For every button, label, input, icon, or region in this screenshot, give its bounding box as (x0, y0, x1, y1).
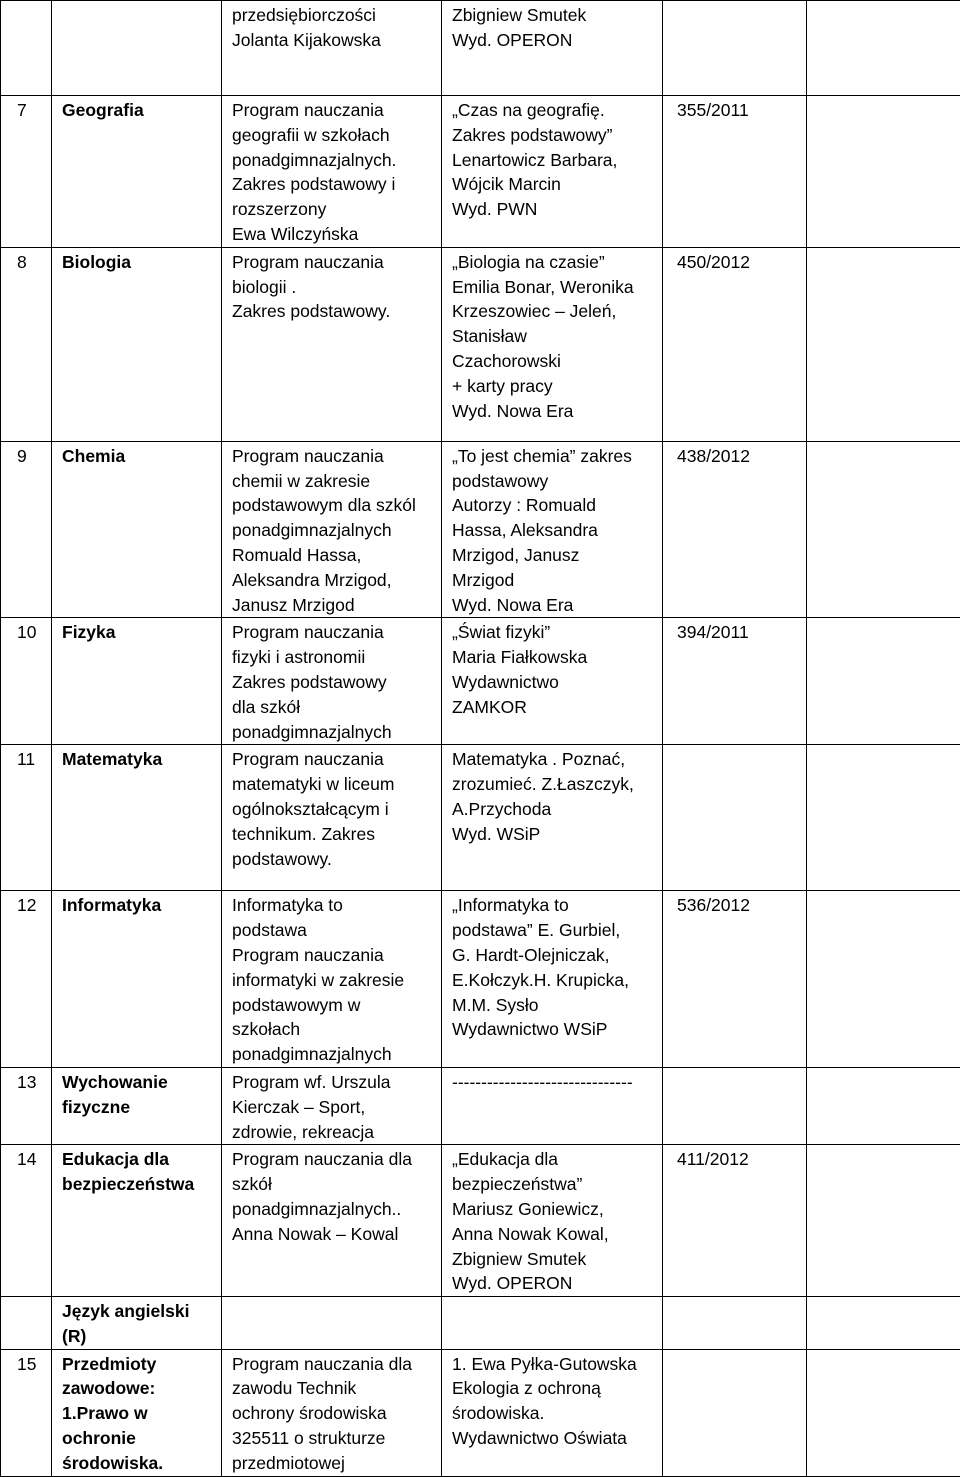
registration-number-cell (663, 618, 807, 745)
subject-name: Język angielski (62, 1299, 221, 1324)
textbook-line: Wyd. PWN (452, 197, 662, 222)
program-cell (222, 1067, 442, 1144)
program-line: Romuald Hassa, (232, 543, 441, 568)
row-number-cell (1, 891, 52, 1068)
table-row (1, 247, 960, 441)
registration-number: 450/2012 (677, 252, 750, 272)
subject-name: Informatyka (62, 893, 221, 918)
subject-name: ochronie (62, 1426, 221, 1451)
textbook-cell (442, 1067, 663, 1144)
registration-number: 394/2011 (677, 622, 749, 642)
textbook-line: Mrzigod, Janusz (452, 543, 662, 568)
textbook-cell (442, 1349, 663, 1476)
row-number: 12 (17, 895, 36, 915)
program-line: Informatyka to (232, 893, 441, 918)
textbook-cell (442, 247, 663, 441)
empty-cell (807, 1, 960, 96)
table-row (1, 745, 960, 891)
textbook-cell (442, 1, 663, 96)
registration-number: 355/2011 (677, 100, 749, 120)
textbook-line: M.M. Sysło (452, 993, 662, 1018)
registration-number-cell (663, 96, 807, 248)
program-line: ponadgimnazjalnych.. (232, 1197, 441, 1222)
program-line: zdrowie, rekreacja (232, 1120, 441, 1145)
subject-name: Biologia (62, 250, 221, 275)
textbook-cell (442, 891, 663, 1068)
table-row (1, 891, 960, 1068)
textbook-line: Zbigniew Smutek (452, 3, 662, 28)
textbook-line: Maria Fiałkowska (452, 645, 662, 670)
subject-cell (52, 96, 222, 248)
program-line: biologii . (232, 275, 441, 300)
subject-name: fizyczne (62, 1095, 221, 1120)
program-line: Program nauczania dla (232, 1147, 441, 1172)
program-line: Anna Nowak – Kowal (232, 1222, 441, 1247)
table-row (1, 1349, 960, 1476)
program-cell (222, 618, 442, 745)
empty-cell (807, 1349, 960, 1476)
textbook-cell (442, 96, 663, 248)
empty-cell (807, 96, 960, 248)
registration-number-cell (663, 1297, 807, 1350)
empty-cell (807, 1297, 960, 1350)
program-line: dla szkół (232, 695, 441, 720)
row-number-cell (1, 247, 52, 441)
program-line: Program nauczania (232, 943, 441, 968)
program-cell (222, 1145, 442, 1297)
textbook-line: Czachorowski (452, 349, 662, 374)
row-number-cell (1, 441, 52, 618)
program-line: ponadgimnazjalnych (232, 1042, 441, 1067)
textbook-line: Stanisław (452, 324, 662, 349)
program-cell (222, 1297, 442, 1350)
textbook-line: Wyd. OPERON (452, 28, 662, 53)
row-number-cell (1, 1297, 52, 1350)
subject-name: Fizyka (62, 620, 221, 645)
program-line: podstawowy. (232, 847, 441, 872)
subject-cell (52, 1, 222, 96)
table-row (1, 441, 960, 618)
registration-number-cell (663, 441, 807, 618)
textbook-line: Mariusz Goniewicz, (452, 1197, 662, 1222)
row-number-cell (1, 1, 52, 96)
textbook-cell (442, 745, 663, 891)
textbook-line: Autorzy : Romuald (452, 493, 662, 518)
textbook-line: „To jest chemia” zakres (452, 444, 662, 469)
registration-number-cell (663, 247, 807, 441)
program-line: Zakres podstawowy (232, 670, 441, 695)
program-line: Program nauczania (232, 98, 441, 123)
program-line: Zakres podstawowy. (232, 299, 441, 324)
textbook-line: „Biologia na czasie” (452, 250, 662, 275)
registration-number-cell (663, 745, 807, 891)
textbook-line: „Edukacja dla (452, 1147, 662, 1172)
row-number: 10 (17, 622, 36, 642)
textbook-line: Hassa, Aleksandra (452, 518, 662, 543)
registration-number: 536/2012 (677, 895, 750, 915)
textbook-line: Krzeszowiec – Jeleń, (452, 299, 662, 324)
table-row (1, 1297, 960, 1350)
registration-number: 411/2012 (677, 1149, 749, 1169)
table-row (1, 96, 960, 248)
program-line: Kierczak – Sport, (232, 1095, 441, 1120)
program-line: szkołach (232, 1017, 441, 1042)
program-line: Ewa Wilczyńska (232, 222, 441, 247)
subject-cell (52, 1067, 222, 1144)
subject-name: środowiska. (62, 1451, 221, 1476)
textbook-line: Wyd. Nowa Era (452, 399, 662, 424)
textbook-cell (442, 618, 663, 745)
program-line: ponadgimnazjalnych (232, 720, 441, 745)
textbook-cell (442, 441, 663, 618)
textbook-line: E.Kołczyk.H. Krupicka, (452, 968, 662, 993)
program-line: chemii w zakresie (232, 469, 441, 494)
row-number-cell (1, 1145, 52, 1297)
program-cell (222, 1, 442, 96)
row-number-cell (1, 1349, 52, 1476)
textbook-line: Wójcik Marcin (452, 172, 662, 197)
registration-number: 438/2012 (677, 446, 750, 466)
program-line: informatyki w zakresie (232, 968, 441, 993)
textbook-line: Emilia Bonar, Weronika (452, 275, 662, 300)
empty-cell (807, 441, 960, 618)
row-number-cell (1, 745, 52, 891)
textbook-cell (442, 1145, 663, 1297)
program-line: Program nauczania (232, 250, 441, 275)
textbook-line: „Informatyka to (452, 893, 662, 918)
program-cell (222, 247, 442, 441)
registration-number-cell (663, 1145, 807, 1297)
row-number-cell (1, 96, 52, 248)
program-line: przedmiotowej (232, 1451, 441, 1476)
textbook-line: Wyd. WSiP (452, 822, 662, 847)
textbook-line: bezpieczeństwa” (452, 1172, 662, 1197)
subject-cell (52, 891, 222, 1068)
subject-name: bezpieczeństwa (62, 1172, 221, 1197)
textbook-line: G. Hardt-Olejniczak, (452, 943, 662, 968)
subject-name: 1.Prawo w (62, 1401, 221, 1426)
program-line: podstawowym w (232, 993, 441, 1018)
textbook-line: 1. Ewa Pyłka-Gutowska (452, 1352, 662, 1377)
program-line: ochrony środowiska (232, 1401, 441, 1426)
empty-cell (807, 1067, 960, 1144)
textbook-cell (442, 1297, 663, 1350)
program-line: ponadgimnazjalnych. (232, 148, 441, 173)
program-line: Jolanta Kijakowska (232, 28, 441, 53)
table-row (1, 618, 960, 745)
table-row (1, 1, 960, 96)
empty-cell (807, 247, 960, 441)
program-line: ponadgimnazjalnych (232, 518, 441, 543)
subject-cell (52, 441, 222, 618)
textbook-line: „Czas na geografię. (452, 98, 662, 123)
row-number-cell (1, 618, 52, 745)
program-cell (222, 891, 442, 1068)
row-number: 11 (17, 749, 35, 769)
textbook-line: Wydawnictwo Oświata (452, 1426, 662, 1451)
program-line: przedsiębiorczości (232, 3, 441, 28)
empty-cell (807, 1145, 960, 1297)
program-line: Program nauczania (232, 620, 441, 645)
program-line: podstawa (232, 918, 441, 943)
program-line: matematyki w liceum (232, 772, 441, 797)
row-number: 14 (17, 1149, 36, 1169)
subject-cell (52, 618, 222, 745)
textbook-line: środowiska. (452, 1401, 662, 1426)
empty-cell (807, 618, 960, 745)
row-number: 7 (17, 100, 27, 120)
program-line: szkół (232, 1172, 441, 1197)
program-line: Program wf. Urszula (232, 1070, 441, 1095)
row-number-cell (1, 1067, 52, 1144)
subject-name: (R) (62, 1324, 221, 1349)
program-cell (222, 745, 442, 891)
textbook-line: zrozumieć. Z.Łaszczyk, (452, 772, 662, 797)
program-cell (222, 441, 442, 618)
program-line: Zakres podstawowy i (232, 172, 441, 197)
textbook-line: Mrzigod (452, 568, 662, 593)
subject-cell (52, 1297, 222, 1350)
textbook-line: Matematyka . Poznać, (452, 747, 662, 772)
program-line: Program nauczania (232, 747, 441, 772)
program-cell (222, 96, 442, 248)
program-cell (222, 1349, 442, 1476)
subject-name: Chemia (62, 444, 221, 469)
registration-number-cell (663, 1349, 807, 1476)
textbook-line: Wydawnictwo (452, 670, 662, 695)
textbook-line: podstawa” E. Gurbiel, (452, 918, 662, 943)
subject-cell (52, 1349, 222, 1476)
subject-name: Edukacja dla (62, 1147, 221, 1172)
textbook-line: ------------------------------- (452, 1070, 662, 1095)
textbook-line: Anna Nowak Kowal, (452, 1222, 662, 1247)
textbook-line: A.Przychoda (452, 797, 662, 822)
program-line: Program nauczania dla (232, 1352, 441, 1377)
empty-cell (807, 745, 960, 891)
textbook-line: podstawowy (452, 469, 662, 494)
textbook-line: Ekologia z ochroną (452, 1376, 662, 1401)
textbook-line: Wyd. Nowa Era (452, 593, 662, 618)
textbook-line: Zbigniew Smutek (452, 1247, 662, 1272)
subject-cell (52, 247, 222, 441)
registration-number-cell (663, 1067, 807, 1144)
row-number: 8 (17, 252, 27, 272)
subject-name: Przedmioty (62, 1352, 221, 1377)
subject-name: Geografia (62, 98, 221, 123)
textbook-line: + karty pracy (452, 374, 662, 399)
program-line: podstawowym dla szkól (232, 493, 441, 518)
program-line: 325511 o strukturze (232, 1426, 441, 1451)
program-line: fizyki i astronomii (232, 645, 441, 670)
program-line: geografii w szkołach (232, 123, 441, 148)
program-line: ogólnokształcącym i (232, 797, 441, 822)
textbook-line: Wyd. OPERON (452, 1271, 662, 1296)
row-number: 15 (17, 1354, 36, 1374)
registration-number-cell (663, 891, 807, 1068)
textbook-line: Lenartowicz Barbara, (452, 148, 662, 173)
subject-name: Wychowanie (62, 1070, 221, 1095)
row-number: 9 (17, 446, 27, 466)
subject-cell (52, 1145, 222, 1297)
program-line: zawodu Technik (232, 1376, 441, 1401)
program-line: Aleksandra Mrzigod, (232, 568, 441, 593)
textbook-line: „Świat fizyki” (452, 620, 662, 645)
textbook-line: Wydawnictwo WSiP (452, 1017, 662, 1042)
row-number: 13 (17, 1072, 36, 1092)
subject-name: zawodowe: (62, 1376, 221, 1401)
empty-cell (807, 891, 960, 1068)
program-line: technikum. Zakres (232, 822, 441, 847)
subject-cell (52, 745, 222, 891)
textbook-line: Zakres podstawowy” (452, 123, 662, 148)
table-row (1, 1145, 960, 1297)
textbook-line: ZAMKOR (452, 695, 662, 720)
program-line: rozszerzony (232, 197, 441, 222)
registration-number-cell (663, 1, 807, 96)
program-line: Program nauczania (232, 444, 441, 469)
subject-name: Matematyka (62, 747, 221, 772)
program-line: Janusz Mrzigod (232, 593, 441, 618)
table-row (1, 1067, 960, 1144)
